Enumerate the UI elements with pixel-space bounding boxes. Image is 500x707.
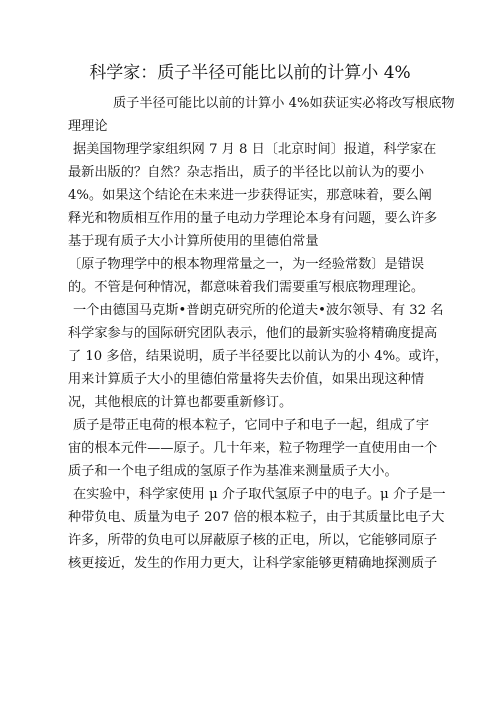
paragraph-line: 用来计算质子大小的里德伯常量将失去价值，如果出现这种情: [68, 372, 425, 387]
paragraph-line: 在实验中，科学家使用 μ 介子取代氢原子中的电子。μ 介子是一: [73, 487, 446, 502]
article-title: 科学家：质子半径可能比以前的计算小 4%: [89, 63, 411, 83]
paragraph-line: 质子是带正电荷的根本粒子，它同中子和电子一起，组成了宇: [73, 418, 430, 433]
paragraph-line: 许多，所带的负电可以屏蔽原子核的正电，所以，它能够同原子: [68, 533, 438, 548]
paragraph-line: 最新出版的？自然？杂志指出，质子的半径比以前认为的要小: [68, 165, 425, 180]
paragraph-line: 的。不管是何种情况，都意味着我们需要重写根底物理理论。: [68, 280, 425, 295]
paragraph-line: 基于现有质子大小计算所使用的里德伯常量: [68, 234, 319, 249]
subtitle-line: 质子半径可能比以前的计算小 4%如获证实必将改写根底物: [113, 96, 455, 111]
paragraph-line: 据美国物理学家组织网 7 月 8 日〔北京时间〕报道，科学家在: [73, 142, 437, 157]
paragraph-line: 了 10 多倍，结果说明，质子半径要比以前认为的小 4%。或许，: [68, 349, 448, 364]
paragraph-line: 宙的根本元件——原子。几十年来，粒子物理学一直使用由一个: [68, 441, 438, 456]
paragraph-line: 况，其他根底的计算也都要重新修订。: [68, 395, 293, 410]
subtitle-line: 理理论: [68, 119, 108, 134]
paragraph-line: 质子和一个电子组成的氢原子作为基准来测量质子大小。: [68, 464, 398, 479]
paragraph-line: 核更接近，发生的作用力更大，让科学家能够更精确地探测质子: [68, 556, 438, 571]
paragraph-line: 释光和物质相互作用的量子电动力学理论本身有问题，要么许多: [68, 211, 438, 226]
paragraph-line: 种带负电、质量为电子 207 倍的根本粒子，由于其质量比电子大: [68, 510, 445, 525]
paragraph-line: 科学家参与的国际研究团队表示，他们的最新实验将精确度提高: [68, 326, 438, 341]
paragraph-line: 〔原子物理学中的根本物理常量之一，为一经验常数〕是错误: [68, 257, 425, 272]
paragraph-line: 一个由德国马克斯•普朗克研究所的伦道夫•波尔领导、有 32 名: [73, 303, 444, 318]
paragraph-line: 4%。如果这个结论在未来进一步获得证实，那意味着，要么阐: [68, 188, 432, 203]
